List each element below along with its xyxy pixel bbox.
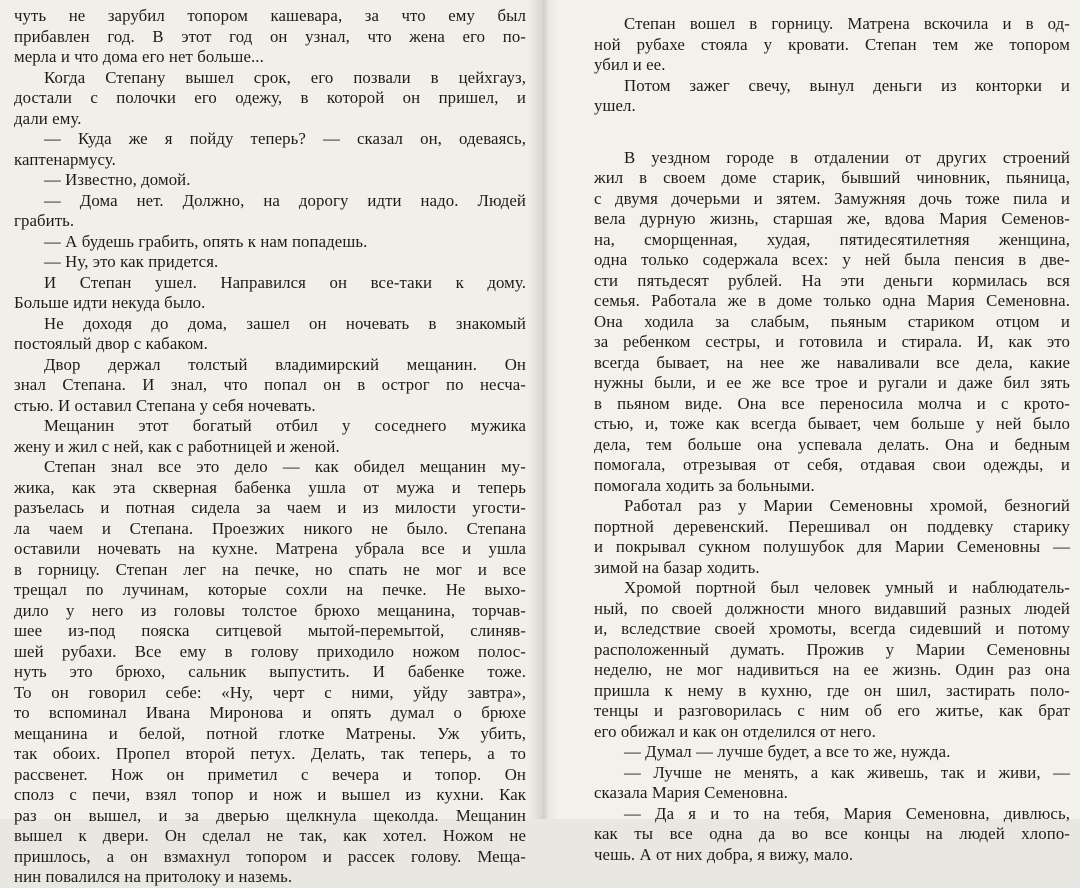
paragraph [14,314,526,355]
paragraph [594,763,1070,804]
text-line: нуть это брюхо, сальник выпустить. И бабенке тоже. [14,662,526,681]
text-line: расположенный думать. Прожив у Марии Семеновны [594,639,1070,659]
text-line: Больше идти некуда было. [14,293,206,312]
paragraph [14,191,526,232]
text-line: ла чаем и Степана. Проезжих никого не было. Степана [14,518,526,538]
text-line: в горницу. Степан лег на печке, но спать не мог и все [14,559,526,579]
text-line: помогала, отрезывая от себя, отдавая свои одежды, и [594,455,1070,474]
paragraph [14,6,526,68]
text-line: И Степан ушел. Направился он все-таки к дому. [44,272,526,292]
text-line: дило у него из головы толстое брюхо мещанина, торчав- [14,600,526,620]
text-line: Степан вошел в горницу. Матрена вскочила и в од- [624,14,1070,33]
right-page [540,0,1080,864]
text-line: и покрывал сукном полушубок для Марии Семеновны — [594,537,1070,556]
section-one [594,14,1070,117]
text-line: Не доходя до дома, зашел он ночевать в знакомый [44,313,526,333]
text-line: сказала Мария Семеновна. [594,783,788,802]
text-line: грабить. [14,211,75,230]
text-line: Работал раз у Марии Семеновны хромой, безногий [624,496,1070,515]
text-line: и, вследствие своей хромоты, всегда сидевший и потому [594,619,1070,638]
paragraph [594,804,1070,866]
text-line: шей рубахи. Все ему в голову приходило ножом полос- [14,641,526,661]
text-line: прибавлен год. В этот год он узнал, что жена его по- [14,26,526,46]
text-line: разъелась и потная сидела за чаем и из милости угости- [14,498,526,517]
text-line: за ребенком сестры, и готовила и стирала. И, как это [594,332,1070,351]
text-line: всегда бывает, на нее же наваливали все дела, какие [594,352,1070,372]
text-line: — Да я и то на тебя, Мария Семеновна, дивлюсь, [624,803,1070,823]
paragraph [14,252,526,273]
text-line: Когда Степану вышел срок, его позвали в цейхгауз, [44,67,526,87]
text-line: жил в своем доме старик, бывший чиновник, пьяница, [594,168,1070,187]
paragraph [14,170,526,191]
text-line: Мещанин этот богатый отбил у соседнего мужика [44,416,526,435]
text-line: тенцы и разговорилась с ним об его житье, как брат [594,701,1070,720]
paragraph [14,129,526,170]
text-line: помогала ходить за больными. [594,475,815,495]
text-line: жену и жил с ней, как с работницей и женой. [14,436,340,456]
text-line: постоялый двор с кабаком. [14,334,208,353]
text-line: каптенармусу. [14,149,116,169]
text-line: убил и ее. [594,55,666,74]
text-line: то вспоминал Ивана Миронова и опять думал о брюхе [14,703,526,722]
text-line: чуть не зарубил топором кашевара, за что ему был [14,6,526,25]
text-line: чешь. А от них добра, я вижу, мало. [594,844,854,864]
text-line: — Куда же я пойду теперь? — сказал он, одеваясь, [44,129,526,148]
paragraph [14,273,526,314]
text-line: одна только содержала всех: у ней была пенсия в две- [594,250,1070,269]
text-line: сполз с печи, взял топор и нож и вышел из кухни. Как [14,785,526,804]
text-line: — Известно, домой. [44,170,191,189]
text-line: Она ходила за слабым, пьяным стариком отцом и [594,311,1070,331]
text-line: стью, и, тоже как всегда бывает, чем больше у ней было [594,414,1070,433]
paragraph [594,148,1070,497]
text-line: семья. Работала же в доме только одна Мария Семеновна. [594,291,1070,310]
text-line: шее из-под пояска ситцевой мытой-перемытой, слиняв- [14,621,526,640]
text-line: так обоих. Пропел второй петух. Делать, так теперь, а то [14,744,526,763]
text-line: Хромой портной был человек умный и наблюдатель- [624,578,1070,597]
paragraph [594,496,1070,578]
paragraph [594,742,1070,763]
left-page [0,0,540,886]
text-line: жика, как эта скверная бабенка ушла от мужа и теперь [14,477,526,497]
section-break [594,117,1070,148]
text-line: Степан знал все это дело — как обидел мещанин му- [44,457,526,476]
paragraph [594,578,1070,742]
text-line: стью. И оставил Степана у себя ночевать. [14,395,316,415]
text-line: рассвенет. Нож он приметил с вечера и топор. Он [14,764,526,784]
text-line: трещал по лучинам, которые сохли на печке. Не выхо- [14,580,526,599]
text-line: — Ну, это как придется. [44,252,219,271]
text-line: сти пятьдесят рублей. На эти деньги кормилась вся [594,270,1070,290]
text-line: нужны были, и ее же все трое и ругали и даже бил зять [594,373,1070,392]
text-line: — Думал — лучше будет, а все то же, нужда. [624,742,951,761]
text-line: ной рубахе стояла у кровати. Степан тем же топором [594,34,1070,54]
text-line: Потом зажег свечу, вынул деньги из конторки и [624,75,1070,95]
text-line: Двор держал толстый владимирский мещанин. Он [44,354,526,374]
text-line: нин повалился на притолоку и наземь. [14,867,293,886]
text-line: в пьяном виде. Она все переносила молча и с крото- [594,393,1070,413]
paragraph [14,355,526,417]
text-line: портной деревенский. Перешивал он поддевку старику [594,516,1070,536]
text-line: раз он вышел, и за дверью щелкнула щеколда. Мещанин [14,805,526,825]
text-line: неделю, не мог надивиться на ее жизнь. Один раз она [594,660,1070,679]
text-line: оставили ночевать на кухне. Матрена убрала все и ушла [14,539,526,558]
text-line: его обижал и как он отделился от него. [594,721,876,741]
paragraph [594,14,1070,76]
text-line: То он говорил себе: «Ну, черт с ними, уйду завтра», [14,682,526,702]
text-line: дела, тем больше она успевала делать. Она и бедным [594,434,1070,454]
paragraph [594,76,1070,117]
text-line: как ты все одна да во все концы на людей хлопо- [594,824,1070,843]
text-line: В уездном городе в отдалении от других строений [624,147,1070,167]
text-line: знал Степана. И знал, что попал он в острог по несча- [14,375,526,394]
text-line: дали ему. [14,108,82,128]
text-line: — А будешь грабить, опять к нам попадешь. [44,231,368,251]
text-line: мерла и что дома его нет больше... [14,47,264,66]
text-line: ный, по своей должности много видавший разных людей [594,598,1070,618]
section-two [594,148,1070,866]
text-line: достали с полочки его одежу, в которой он пришел, и [14,88,526,107]
text-line: ушел. [594,96,636,115]
text-line: зимой на базар ходить. [594,557,760,577]
text-line: — Лучше не менять, а как живешь, так и живи, — [624,762,1070,782]
text-line: с двумя дочерьми и зятем. Замужняя дочь тоже пила и [594,188,1070,208]
text-line: мещанина и белой, потной глотке Матрены. Уж убить, [14,723,526,743]
text-line: пришлось, а он взмахнул топором и рассек голову. Меща- [14,846,526,866]
text-line: на, сморщенная, худая, пятидесятилетняя женщина, [594,229,1070,249]
text-line: — Дома нет. Должно, на дорогу идти надо. Людей [44,190,526,210]
text-line: пришла к нему в кухню, где он шил, застирать поло- [594,680,1070,700]
paragraph [14,457,526,888]
text-line: вела дурную жизнь, старшая же, вдова Мария Семенов- [594,209,1070,228]
text-line: вышел к двери. Он сделал не так, как хотел. Ножом не [14,826,526,845]
paragraph [14,68,526,130]
paragraph [14,232,526,253]
paragraph [14,416,526,457]
